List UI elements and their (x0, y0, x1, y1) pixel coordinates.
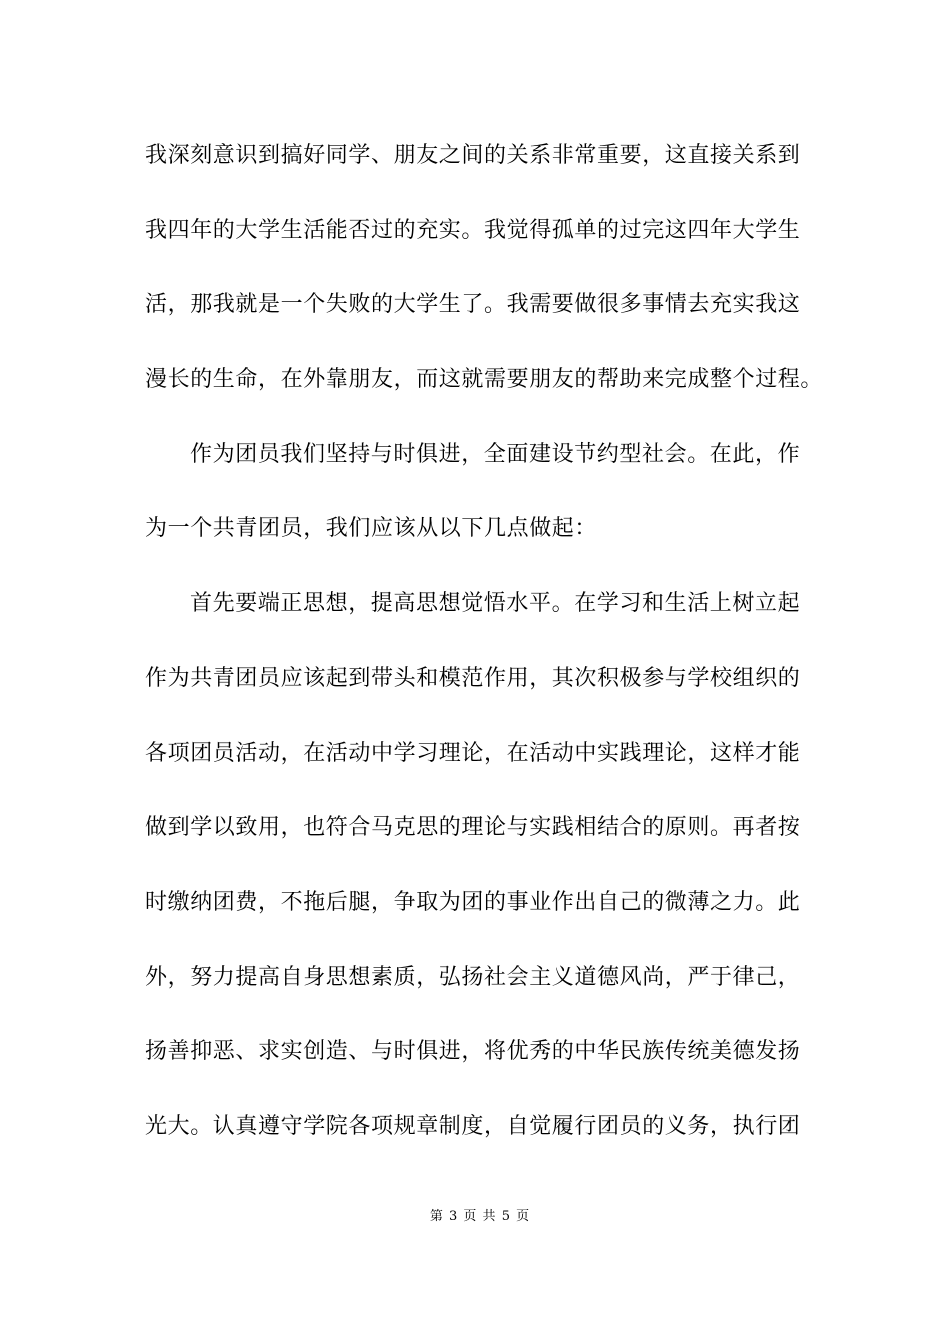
text-line: 漫长的生命，在外靠朋友，而这就需要朋友的帮助来完成整个过程。 (145, 367, 824, 393)
text-line: 活，那我就是一个失败的大学生了。我需要做很多事情去充实我这 (145, 292, 801, 318)
text-line: 扬善抑恶、求实创造、与时俱进，将优秀的中华民族传统美德发扬 (145, 1039, 801, 1065)
text-line: 作为共青团员应该起到带头和模范作用，其次积极参与学校组织的 (145, 665, 801, 691)
text-line: 做到学以致用，也符合马克思的理论与实践相结合的原则。再者按 (145, 815, 801, 841)
text-line: 我四年的大学生活能否过的充实。我觉得孤单的过完这四年大学生 (145, 217, 801, 243)
text-line: 外，努力提高自身思想素质，弘扬社会主义道德风尚，严于律己， (145, 964, 801, 990)
page-number-footer: 第 3 页 共 5 页 (429, 1209, 531, 1224)
paragraph-start-line: 作为团员我们坚持与时俱进，全面建设节约型社会。在此，作 (190, 441, 801, 467)
text-line: 我深刻意识到搞好同学、朋友之间的关系非常重要，这直接关系到 (145, 143, 801, 168)
text-line: 时缴纳团费，不拖后腿，争取为团的事业作出自己的微薄之力。此 (145, 889, 801, 915)
text-line: 各项团员活动，在活动中学习理论，在活动中实践理论，这样才能 (145, 740, 801, 766)
body-text (145, 130, 824, 1176)
paragraph-start-line: 首先要端正思想，提高思想觉悟水平。在学习和生活上树立起 (190, 591, 801, 617)
text-line: 光大。认真遵守学院各项规章制度，自觉履行团员的义务，执行团 (145, 1113, 801, 1139)
text-line: 为一个共青团员，我们应该从以下几点做起： (145, 516, 598, 542)
